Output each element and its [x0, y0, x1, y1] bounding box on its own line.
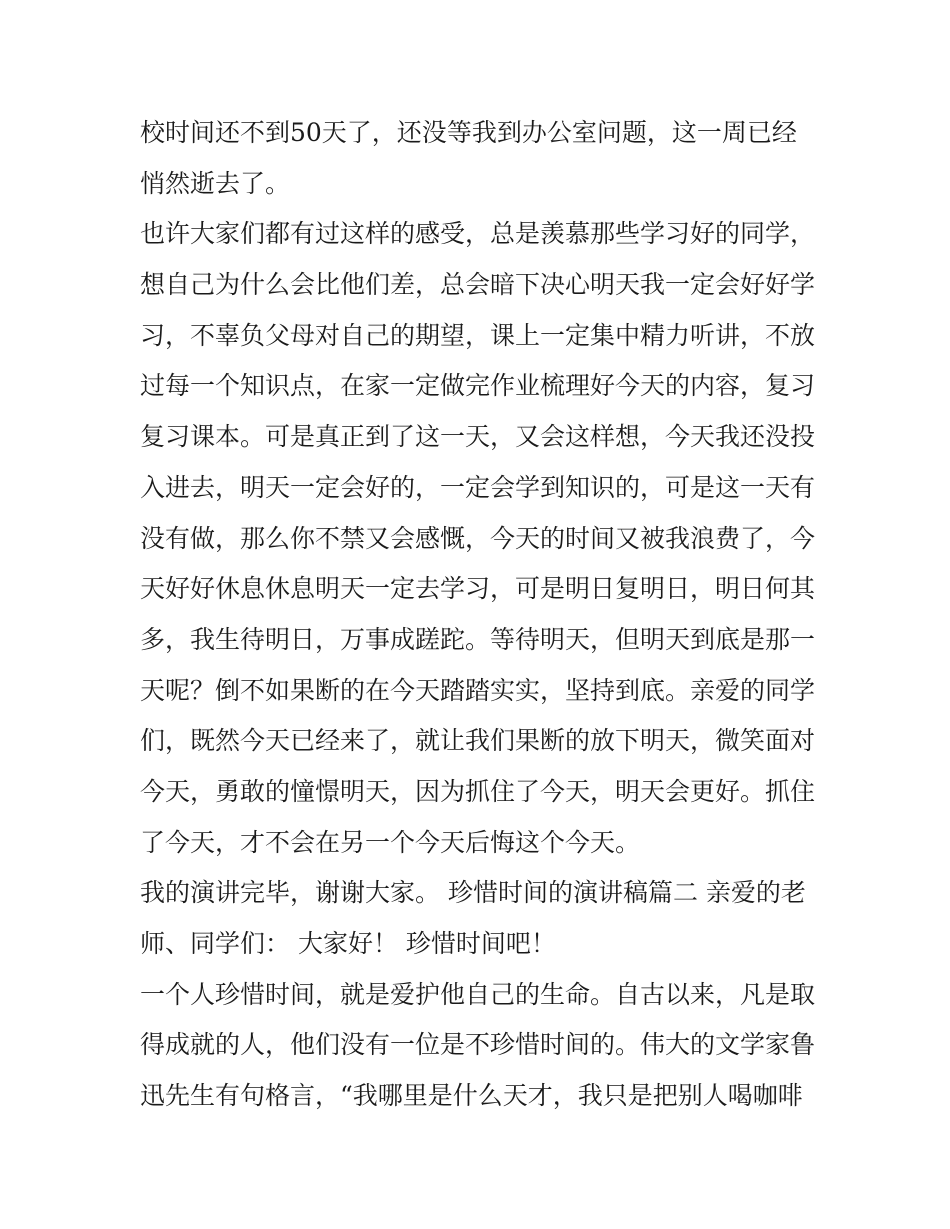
- text-line: 天好好休息休息明天一定去学习，可是明日复明日，明日何其: [140, 574, 816, 604]
- text-line: 今天，勇敢的憧憬明天，因为抓住了今天，明天会更好。抓住: [140, 776, 816, 806]
- text-line: 迅先生有句格言，“我哪里是什么天才，我只是把别人喝咖啡: [140, 1081, 803, 1111]
- text-line: 也许大家们都有过这样的感受，总是羡慕那些学习好的同学，: [140, 219, 816, 249]
- text-line: 复习课本。可是真正到了这一天，又会这样想，今天我还没投: [140, 422, 816, 452]
- text-line: 多，我生待明日，万事成蹉跎。等待明天，但明天到底是那一: [140, 624, 816, 654]
- text-line: 了今天，才不会在另一个今天后悔这个今天。: [140, 827, 641, 857]
- text-line: 过每一个知识点，在家一定做完作业梳理好今天的内容，复习: [140, 371, 816, 401]
- text-line: 天呢？倒不如果断的在今天踏踏实实，坚持到底。亲爱的同学: [140, 675, 816, 705]
- text-line: 师、同学们： 大家好！ 珍惜时间吧！: [140, 929, 556, 958]
- text-line: 入进去，明天一定会好的，一定会学到知识的，可是这一天有: [140, 472, 816, 502]
- text-line: 一个人珍惜时间，就是爱护他自己的生命。自古以来，凡是取: [140, 979, 816, 1009]
- text-line: 们，既然今天已经来了，就让我们果断的放下明天，微笑面对: [140, 726, 816, 756]
- text-line: 我的演讲完毕，谢谢大家。 珍惜时间的演讲稿篇二 亲爱的老: [140, 878, 806, 908]
- text-line: 悄然逝去了。: [140, 168, 291, 198]
- text-line: 习，不辜负父母对自己的期望，课上一定集中精力听讲，不放: [140, 320, 816, 350]
- text-line: 没有做，那么你不禁又会感慨，今天的时间又被我浪费了，今: [140, 523, 816, 553]
- text-line: 想自己为什么会比他们差，总会暗下决心明天我一定会好好学: [140, 270, 816, 300]
- body-text: [140, 108, 820, 1122]
- text-line: 得成就的人，他们没有一位是不珍惜时间的。伟大的文学家鲁: [140, 1030, 816, 1060]
- text-line: 校时间还不到50天了，还没等我到办公室问题，这一周已经: [140, 118, 797, 147]
